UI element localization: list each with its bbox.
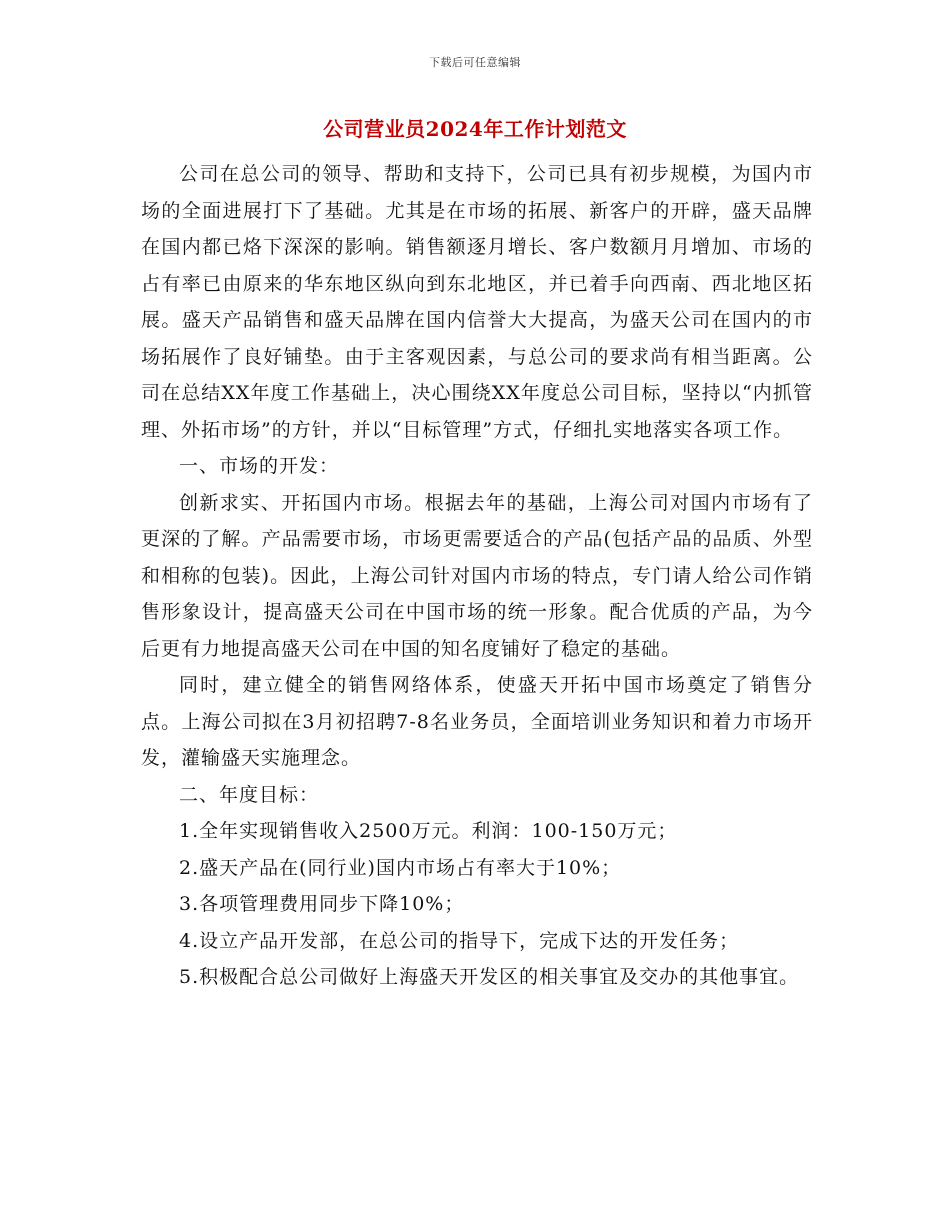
header-note: 下载后可任意编辑 <box>429 56 521 69</box>
market-development-paragraph: 创新求实、开拓国内市场。根据去年的基础，上海公司对国内市场有了更深的了解。产品需要市场，市场更需要适合的产品(包括产品的品质、外型和相称的包装)。因此，上海公司针对国内市场的特点，专门请人给公司作销售形象设计，提高盛天公司在中国市场的统一形象。配合优质的产品，为今后更有力地提高盛天公司在中国的知名度铺好了稳定的基础。 <box>141 491 813 660</box>
goal-item-1: 1.全年实现销售收入2500万元。利润：100-150万元； <box>179 820 678 842</box>
document-body <box>141 156 813 996</box>
goal-item-5: 5.积极配合总公司做好上海盛天开发区的相关事宜及交办的其他事宜。 <box>179 966 800 988</box>
document-title: 公司营业员2024年工作计划范文 <box>323 117 627 141</box>
goal-item-3: 3.各项管理费用同步下降10%； <box>179 893 465 915</box>
section-heading-market-development: 一、市场的开发： <box>179 455 340 477</box>
section-heading-annual-goals: 二、年度目标： <box>179 783 320 806</box>
intro-paragraph: 公司在总公司的领导、帮助和支持下，公司已具有初步规模，为国内市场的全面进展打下了基础。尤其是在市场的拓展、新客户的开辟，盛天品牌在国内都已烙下深深的影响。销售额逐月增长、客户数额月月增加、市场的占有率已由原来的华东地区纵向到东北地区，并已着手向西南、西北地区拓展。盛天产品销售和盛天品牌在国内信誉大大提高，为盛天公司在国内的市场拓展作了良好铺垫。由于主客观因素，与总公司的要求尚有相当距离。公司在总结XX年度工作基础上，决心围绕XX年度总公司目标，坚持以“内抓管理、外拓市场”的方针，并以“目标管理”方式，仔细扎实地落实各项工作。 <box>141 163 813 441</box>
goal-item-2: 2.盛天产品在(同行业)国内市场占有率大于10%； <box>179 856 622 879</box>
goal-item-4: 4.设立产品开发部，在总公司的指导下，完成下达的开发任务； <box>179 929 740 952</box>
sales-network-paragraph: 同时，建立健全的销售网络体系，使盛天开拓中国市场奠定了销售分点。上海公司拟在3月初招聘7-8名业务员，全面培训业务知识和着力市场开发，灌输盛天实施理念。 <box>141 674 813 769</box>
